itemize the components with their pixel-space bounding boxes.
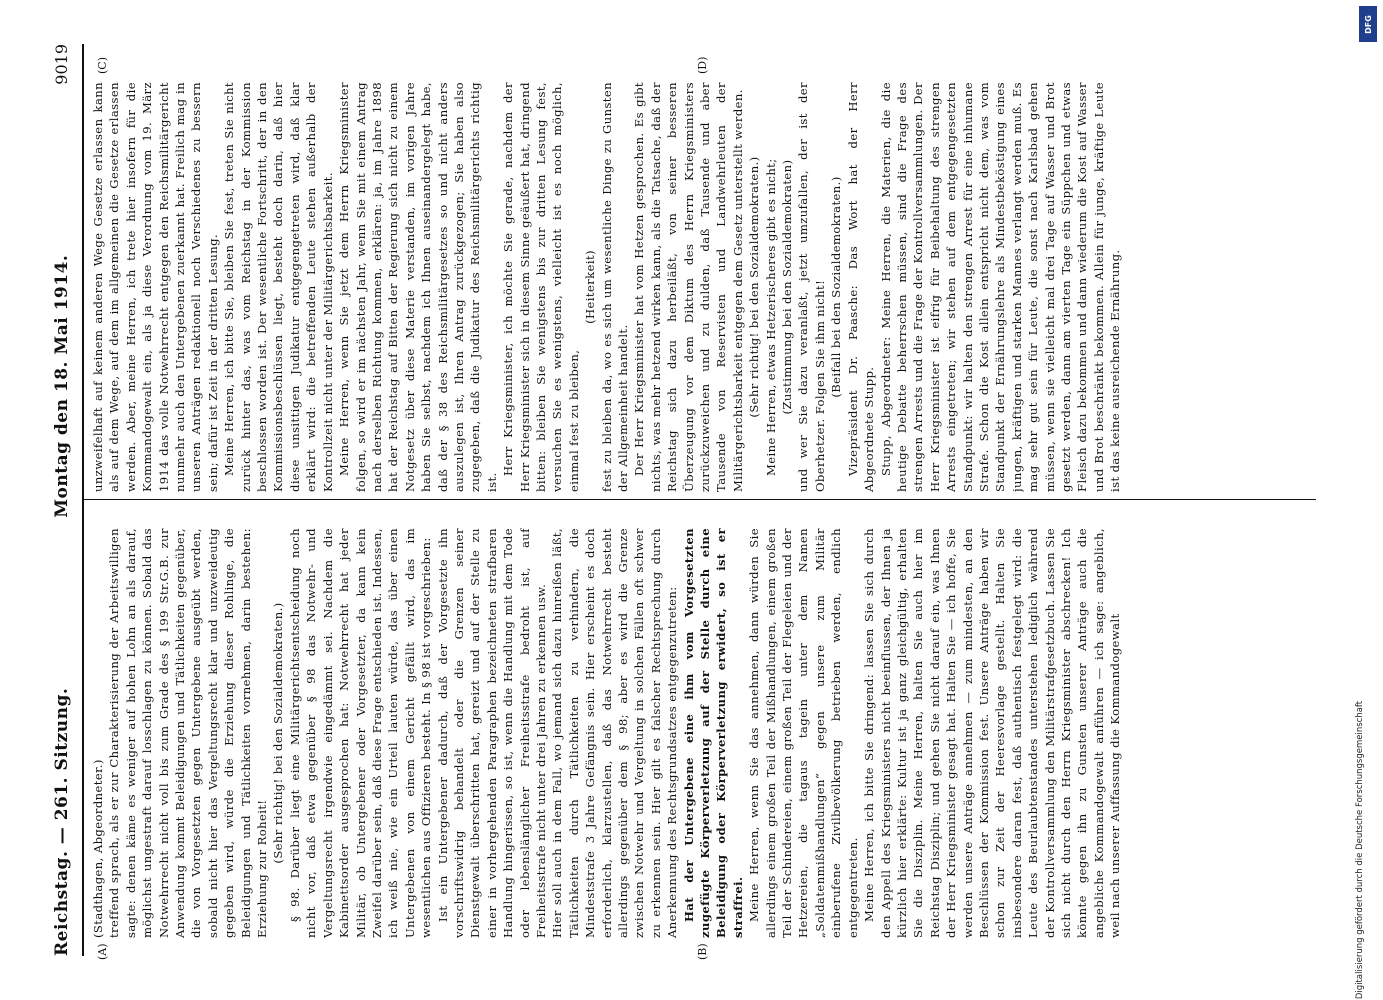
paragraph: Meine Herren, ich bitte Sie dringend: lassen Sie sich durch den Appell des Kriegsministers nicht beeinflussen, der Ihnen ja kürzlich hier erklärte: Kultur ist ja ganz gleichgültig, erhalten Sie die Disziplin. Meine Herren, halten Sie auch hier im Reichstag Disziplin; und gehen Sie nicht darauf ein, was Ihnen der Herr Kriegsminister gesagt hat. Halten Sie — ich hoffe, Sie werden unsere Anträge annehmen — zum mindesten, an den Beschlüssen der Kommission fest. Unsere Anträge haben wir schon zur Zeit der Heeresvorlage gestellt. Halten Sie insbesondere daran fest, daß authentisch festgelegt wird: die Leute des Beurlaubtenstandes unterstehen lediglich während der Kontrollversammlung den Militärstrafgesetzbuch. Lassen Sie sich nicht durch den Herrn Kriegsminister abschrecken! Ich könnte gegen ihn zu Gunsten unserer Anträge auch die angebliche Kommandogewalt anführen — ich sage: angeblich, weil nach unserer Auffassung die Kommandogewalt [862, 528, 1123, 938]
marker-a: (A) [96, 943, 109, 960]
quoted-paragraph: Ist ein Untergebener dadurch, daß der Vorgesetzte ihn vorschriftswidrig behandelt oder die Grenzen seiner Dienstgewalt überschritten hat, gereizt und auf der Stelle zu einer in vorhergehenden Paragraphen bezeichneten strafbaren Handlung hingerissen, so ist, wenn die Handlung mit dem Tode oder lebenslänglicher Freiheitsstrafe bedroht ist, auf Freiheitsstrafe nicht unter drei Jahren zu erkennen usw. [435, 528, 548, 938]
paragraph: Meine Herren, etwas Hetzerischeres gibt es nicht; [763, 158, 778, 476]
marker-b: (B) [696, 943, 709, 960]
paragraph: Meine Herren, ich bitte Sie, bleiben Sie fest, treten Sie nicht zurück hinter das, was vom Reichstag in der Kommission beschlossen worden ist. Der wesentliche Fortschritt, der in den Kommissionsbeschlüssen liegt, besteht doch darin, daß hier diese unsittigen Judikatur entgegengetreten wird, daß klar erklärt wird: die betreffenden Leute stehen außerhalb der Kontrollzeit nicht unter der Militärgerichtsbarkeit. [222, 82, 335, 492]
interjection: (Heiterkeit) [583, 250, 598, 324]
paragraph: Hier soll auch in dem Fall, wo jemand sich dazu hinreißen läßt, Tätlichkeiten durch Tätlichkeiten zu verhindern, die Mindeststrafe 3 Jahre Gefängnis sein. Hier erscheint es doch erforderlich, klarzustellen, daß das Notwehrrecht besteht allerdings gegenüber dem § 98; aber es wird die Grenze zwischen Notwehr und Vergeltung in solchen Fällen oft schwer zu erkennen sein. Hier gilt es falscher Rechtsprechung durch Anerkennung des Rechtsgrundsatzes entgegenzutreten: [550, 528, 680, 938]
paragraph: unzweifelhaft auf keinem anderen Wege Gesetze erlassen kann als auf dem Wege, auf dem im allgemeinen die Gesetze erlassen werden. Aber, meine Herren, ich trete hier insofern für die Kommandogewalt ein, als ja diese Verordnung vom 19. März 1914 das volle Notwehrrecht entgegen den Reichsmilitärgericht nunmehr auch den Untergebenen zuerkannt hat. Freilich mag in unseren Anträgen redaktionell noch Verschiedenes zu bessern sein; dafür ist Zeit in der dritten Lesung. [91, 82, 220, 492]
paragraph: Herr Kriegsminister, ich möchte Sie gerade, nachdem der Herr Kriegsminister sich in diesem Sinne geäußert hat, dringend bitten: bleiben Sie wenigstens bis zur dritten Lesung fest, versuchen Sie es wenigstens, vielleicht ist es noch möglich, einmal fest zu bleiben, [501, 82, 581, 492]
page-header [52, 44, 78, 956]
paragraph: Vizepräsident Dr. Paasche: Das Wort hat der Herr Abgeordnete Stupp. [845, 82, 877, 492]
header-date: Montag den 18. Mai 1914. [52, 254, 72, 518]
header-rule [82, 44, 84, 956]
rotated-page [46, 30, 1336, 970]
paragraph: § 98. Darüber liegt eine Militärgerichtsentscheidung noch nicht vor, daß etwa gegenüber § 98 das Notwehr- und Vergeltungsrecht irgendwie eingedämmt sei. Nachdem die Kabinettsorder ausgesprochen hat: Notwehrrecht hat jeder Militär, ob Untergebener oder Vorgesetzter, da kann kein Zweifel darüber sein, daß diese Frage entschieden ist. Indessen, ich weiß nie, wie ein Urteil lauten würde, das über einen Untergebenen von einem Gericht gefällt wird, das im wesentlichen aus Offizieren besteht. In § 98 ist vorgeschrieben: [287, 528, 434, 938]
digitization-note-text: Digitalisierung gefördert durch die Deutsche Forschungsgemeinschaft [1355, 700, 1365, 1000]
marker-d: (D) [696, 56, 709, 74]
paragraph: fest zu bleiben da, wo es sich um wesentliche Dinge zu Gunsten der Allgemeinheit handelt. [599, 82, 630, 492]
dfg-logo-text: DFG [1363, 14, 1373, 34]
paragraph: und wer Sie dazu veranlaßt, jetzt umzufallen, der ist der Oberhetzer. Folgen Sie ihm nicht! [796, 82, 827, 492]
interjection: (Beifall bei den Sozialdemokraten.) [829, 176, 844, 398]
paragraph: Meine Herren, wenn Sie jetzt dem Herrn Kriegsminister folgen, so wird er im nächsten Jahr, wenn Sie mit einem Antrag nach derselben Richtung kommen, erklären: ja, im Jahre 1898 hat der Reichstag auf Bitten der Regierung sich nicht zu einem Notgesetz über diese Materie verstanden, im vorigen Jahre haben Sie selbst, nachdem ich Ihnen auseinandergelegt habe, daß der § 38 des Reichsmilitärgesetzes so und nicht anders auszulegen ist, Ihren Antrag zurückgezogen; Sie haben also zugegeben, daß die Judikatur des Reichsmilitärgerichts richtig ist. [337, 82, 499, 492]
paragraph: Der Herr Kriegsminister hat vom Hetzen gesprochen. Es gibt nichts, was mehr hetzend wirken kann, als die Tatsache, daß der Reichstag sich dazu herbeiläßt, von seiner besseren Überzeugung vor dem Diktum des Herrn Kriegsministers zurückzuweichen und zu dulden, daß Tausende und aber Tausende von Reservisten und Landwehrleuten der Militärgerichtsbarkeit entgegen dem Gesetz unterstellt werden. [632, 82, 745, 492]
digitization-note [1340, 700, 1380, 1000]
speaker-line: (Stadthagen, Abgeordneter.) [91, 759, 105, 938]
paragraph: treffend sprach, als er zur Charakterisierung der Arbeitswilligen sagte: denen käme es weniger auf hohen Lohn an als darauf, möglichst ungestraft darauf losschlagen zu können. Sobald das Notwehrrecht nicht voll bis zum Grade des § 199 Str.G.B. zur Anwendung kommt Beleidigungen und Tätlichkeiten gegenüber, die von Vorgesetzten gegen Untergebene ausgeübt werden, sobald nicht hier das Vergeltungsrecht klar und unzweideutig gegeben wird, würde die Erziehung dieser Rohlinge, die Beleidigungen und Tätlichkeiten vornehmen, darin bestehen: Erziehung zur Roheit! [107, 528, 270, 938]
dfg-logo [1359, 6, 1377, 42]
column-divider [84, 499, 1316, 500]
header-session: Reichstag. — 261. Sitzung. [52, 687, 72, 956]
interjection: (Zustimmung bei den Sozialdemokraten) [780, 159, 795, 415]
interjection: (Sehr richtig! bei den Sozialdemokraten.) [271, 602, 286, 864]
right-column [90, 82, 1314, 492]
marker-c: (C) [96, 57, 109, 74]
quoted-paragraph: Hat der Untergebene eine ihm vom Vorgesetzten zugefügte Körperverletzung auf der Stelle durch eine Beleidigung oder Körperverletzung erwidert, so ist er straffrei. [681, 528, 745, 938]
left-column [90, 528, 1314, 938]
interjection: (Sehr richtig! bei den Sozialdemokraten.) [747, 156, 762, 418]
page-number: 9019 [52, 44, 71, 85]
paragraph: Stupp, Abgeordneter: Meine Herren, die Materien, die die heutige Debatte beherrschen müssen, sind die Frage des strengen Arrests und die Frage der Kontrollversammlungen. Der Herr Kriegsminister ist eifrig für Beibehaltung des strengen Arrests eingetreten; wir stehen auf dem entgegengesetzten Standpunkt: wir halten den strengen Arrest für eine inhumane Strafe. Schon die Kost allein entspricht nicht dem, was vom Standpunkt der Ernährungslehre als Mindestbeköstigung eines jungen, kräftigen und starken Mannes verlangt werden muß. Es mag sehr gut sein für Leute, die sonst nach Karlsbad gehen müssen, wenn sie vielleicht mal drei Tage auf Wasser und Brot gesetzt werden, dann am vierten Tage ein Süppchen und etwas Fleisch dazu bekommen und dann wiederum die Kost auf Wasser und Brot beschränkt bekommen. Allein für junge, kräftige Leute ist das keine ausreichende Ernährung. [878, 82, 1123, 492]
paragraph: Meine Herren, wenn Sie das annehmen, dann würden Sie allerdings einem großen Teil der Mißhandlungen, einem großen Teil der Schindereien, einem großen Teil der Flegeleien und der Hetzereien, die tagaus tagein unter dem Namen „Soldatenmißhandlungen“ gegen unsere zum Militär einberufene Zivilbevölkerung betrieben werden, endlich entgegentreten. [747, 528, 860, 938]
